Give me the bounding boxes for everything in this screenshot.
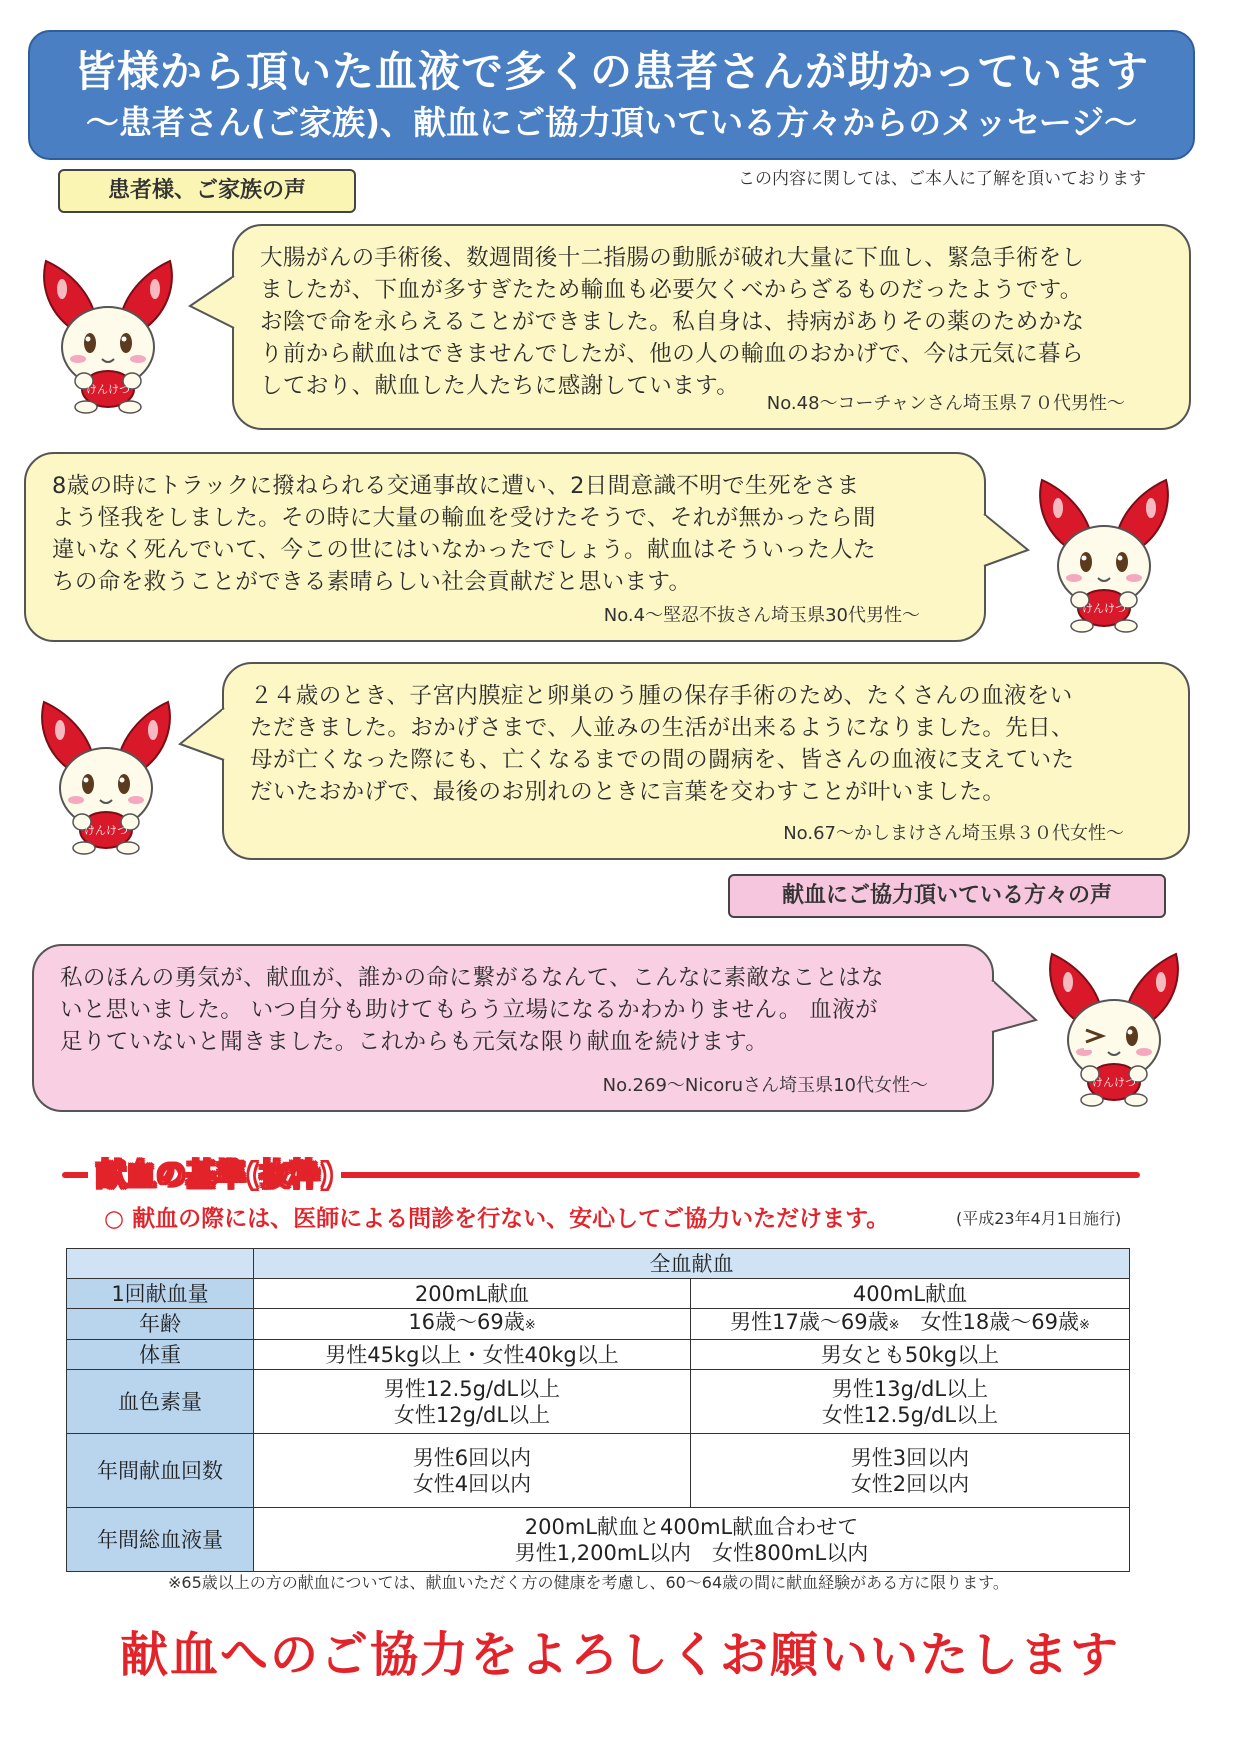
row-header: 年間献血回数 xyxy=(67,1434,254,1508)
table-cell: 男性6回以内 女性4回以内 xyxy=(254,1434,691,1508)
bubble-tail xyxy=(188,272,234,332)
svg-text:けんけつ: けんけつ xyxy=(1082,602,1126,615)
mascot-icon xyxy=(36,696,176,856)
donors-section-tag: 献血にご協力頂いている方々の声 xyxy=(728,874,1166,918)
message-text: 私のほんの勇気が、献血が、誰かの命に繋がるなんて、こんなに素敵なことはな いと思いました。 いつ自分も助けてもらう立場になるかわかりません。 血液が 足りていないと聞きました。これからも元気な限り献血を続けます。 xyxy=(60,965,884,1055)
closing-message: 献血へのご協力をよろしくお願いいたします xyxy=(119,1627,1120,1683)
table-cell: 男性17歳〜69歳※ 女性18歳〜69歳※ xyxy=(691,1309,1130,1340)
table-cell: 男性3回以内 女性2回以内 xyxy=(691,1434,1130,1508)
page-header xyxy=(28,30,1195,160)
bubble-tail xyxy=(178,704,224,764)
message-bubble-4 xyxy=(32,944,994,1112)
message-bubble-1 xyxy=(232,224,1191,430)
bubble-tail xyxy=(992,976,1038,1036)
table-corner xyxy=(67,1249,254,1279)
svg-text:けんけつ: けんけつ xyxy=(84,824,128,837)
page-title: 皆様から頂いた血液で多くの患者さんが助かっています xyxy=(73,47,1149,96)
message-text: 大腸がんの手術後、数週間後十二指腸の動脈が破れ大量に下血し、緊急手術をし ましたが、下血が多すぎたため輸血も必要欠くべからざるものだったようです。 お陰で命を永らえることができました。私自身は、持病がありその薬のためかな り前から献血はできませんでしたが、他の人の輸血のおかげで、今は元気に暮ら しており、献血した人たちに感謝しています。 xyxy=(260,245,1085,399)
table-footnote: ※65歳以上の方の献血については、献血いただく方の健康を考慮し、60〜64歳の間に献血経験がある方に限ります。 xyxy=(168,1573,1009,1592)
row-header: 1回献血量 xyxy=(67,1279,254,1309)
message-signature: No.48〜コーチャンさん埼玉県７０代男性〜 xyxy=(766,393,1125,414)
mascot-icon xyxy=(1034,474,1174,634)
table-cell: 男性13g/dL以上 女性12.5g/dL以上 xyxy=(691,1370,1130,1434)
table-header: 全血献血 xyxy=(254,1249,1130,1279)
svg-text:けんけつ: けんけつ xyxy=(1092,1076,1136,1089)
standards-section-header xyxy=(62,1154,1140,1194)
table-cell: 男女とも50kg以上 xyxy=(691,1340,1130,1370)
patients-section-tag: 患者様、ご家族の声 xyxy=(58,169,356,213)
table-cell: 200mL献血 xyxy=(254,1279,691,1309)
donation-standards-table xyxy=(66,1248,1130,1572)
message-signature: No.4〜堅忍不抜さん埼玉県30代男性〜 xyxy=(603,605,920,626)
standards-note: ○ 献血の際には、医師による問診を行ない、安心してご協力いただけます。 xyxy=(104,1206,890,1232)
standards-title: 献血の基準(抜粋) xyxy=(88,1150,341,1194)
message-bubble-2 xyxy=(24,452,986,642)
effective-date: (平成23年4月1日施行) xyxy=(956,1209,1122,1228)
row-header: 年齢 xyxy=(67,1309,254,1340)
svg-text:けんけつ: けんけつ xyxy=(86,383,130,396)
message-text: ２４歳のとき、子宮内膜症と卵巣のう腫の保存手術のため、たくさんの血液をい ただきました。おかげさまで、人並みの生活が出来るようになりました。先日、 母が亡くなった際にも、亡くなるまでの間の闘病を、皆さんの血液に支えていた だいたおかげで、最後のお別れのときに言葉を交わすことが叶いました。 xyxy=(250,683,1075,805)
mascot-winking-icon xyxy=(1044,948,1184,1108)
table-cell: 男性12.5g/dL以上 女性12g/dL以上 xyxy=(254,1370,691,1434)
table-cell: 400mL献血 xyxy=(691,1279,1130,1309)
table-cell: 男性45kg以上・女性40kg以上 xyxy=(254,1340,691,1370)
row-header: 血色素量 xyxy=(67,1370,254,1434)
message-signature: No.269〜Nicoruさん埼玉県10代女性〜 xyxy=(602,1075,928,1096)
message-bubble-3 xyxy=(222,662,1190,860)
table-cell: 16歳〜69歳※ xyxy=(254,1309,691,1340)
page-subtitle: 〜患者さん(ご家族)、献血にご協力頂いている方々からのメッセージ〜 xyxy=(85,103,1138,142)
message-signature: No.67〜かしまけさん埼玉県３０代女性〜 xyxy=(783,823,1124,844)
bubble-tail xyxy=(984,510,1030,570)
consent-notice: この内容に関しては、ご本人に了解を頂いております xyxy=(738,169,1146,189)
row-header: 年間総血液量 xyxy=(67,1508,254,1572)
mascot-icon xyxy=(38,255,178,415)
message-text: 8歳の時にトラックに撥ねられる交通事故に遭い、2日間意識不明で生死をさま よう怪我をしました。その時に大量の輸血を受けたそうで、それが無かったら間 違いなく死んでいて、今この世にはいなかったでしょう。献血はそういった人た ちの命を救うことができる素晴らしい社会貢献だと思います。 xyxy=(52,473,876,595)
row-header: 体重 xyxy=(67,1340,254,1370)
table-cell: 200mL献血と400mL献血合わせて 男性1,200mL以内 女性800mL以内 xyxy=(254,1508,1130,1572)
